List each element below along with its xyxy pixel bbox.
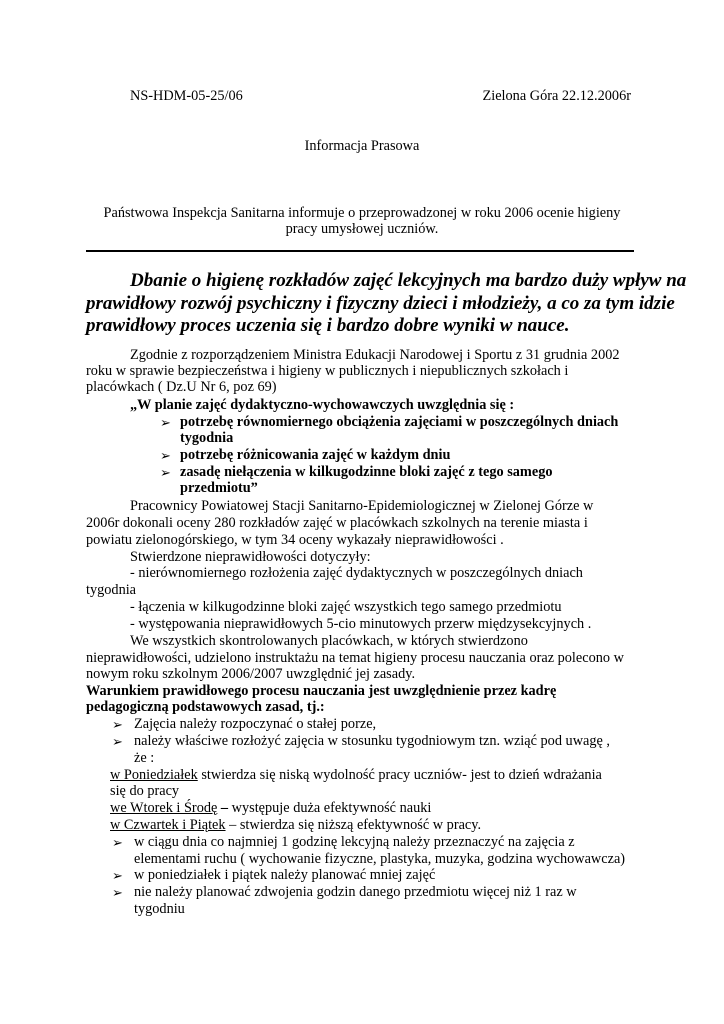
- arrow-bullet-icon: ➢: [160, 415, 171, 430]
- separator-line: [86, 250, 634, 252]
- regulation-bullet: potrzebę równomiernego obciążenia zajęciami w poszczególnych dniach: [180, 414, 619, 430]
- body-line: Stwierdzone nieprawidłowości dotyczyły:: [130, 549, 371, 565]
- weekday-note: się do pracy: [110, 783, 180, 799]
- weekday-text: stwierdza się niską wydolność pracy uczniów- jest to dzień wdrażania: [197, 767, 602, 783]
- weekday-dash: –: [217, 800, 229, 816]
- principle-item: w ciągu dnia co najmniej 1 godzinę lekcyjną należy przeznaczyć na zajęcia z: [134, 834, 575, 850]
- principle-item: nie należy planować zdwojenia godzin danego przedmiotu więcej niż 1 raz w: [134, 884, 577, 900]
- arrow-bullet-icon: ➢: [112, 734, 123, 749]
- arrow-bullet-icon: ➢: [160, 448, 171, 463]
- document-reference: NS-HDM-05-25/06: [130, 88, 243, 104]
- regulation-bullet: potrzebę różnicowania zajęć w każdym dniu: [180, 447, 451, 463]
- principle-item: tygodniu: [134, 901, 185, 917]
- principles-heading: Warunkiem prawidłowego procesu nauczania jest uwzględnienie przez kadrę: [86, 683, 557, 699]
- principle-item: elementami ruchu ( wychowanie fizyczne, plastyka, muzyka, godzina wychowawcza): [134, 851, 626, 867]
- weekday-text: występuje duża efektywność nauki: [228, 800, 432, 816]
- quote-intro: „W planie zajęć dydaktyczno-wychowawczych uwzględnia się :: [130, 397, 515, 413]
- lead-line: Dbanie o higienę rozkładów zajęć lekcyjnych ma bardzo duży wpływ na: [130, 270, 687, 291]
- regulation-bullet: zasadę niełączenia w kilkugodzinne bloki zajęć z tego samego: [180, 464, 553, 480]
- body-line: 2006r dokonali oceny 280 rozkładów zajęć w placówkach szkolnych na terenie miasta i: [86, 515, 588, 531]
- principle-item: Zajęcia należy rozpoczynać o stałej porze,: [134, 716, 377, 732]
- body-line: We wszystkich skontrolowanych placówkach, w których stwierdzono: [130, 633, 528, 649]
- weekday-note: [110, 767, 602, 784]
- lead-line: prawidłowy rozwój psychiczny i fizyczny dzieci i młodzieży, a co za tym idzie: [86, 292, 675, 314]
- body-line: - łączenia w kilkugodzinne bloki zajęć wszystkich tego samego przedmiotu: [130, 599, 562, 615]
- body-line: Zgodnie z rozporządzeniem Ministra Edukacji Narodowej i Sportu z 31 grudnia 2002: [130, 347, 620, 363]
- arrow-bullet-icon: ➢: [160, 465, 171, 480]
- arrow-bullet-icon: ➢: [112, 717, 123, 732]
- lead-paragraph: [86, 270, 687, 338]
- body-line: Pracownicy Powiatowej Stacji Sanitarno-Epidemiologicznej w Zielonej Górze w: [130, 498, 594, 514]
- regulation-bullet: tygodnia: [180, 430, 234, 446]
- body-line: tygodnia: [86, 582, 137, 598]
- intro-line: Państwowa Inspekcja Sanitarna informuje o przeprowadzonej w roku 2006 ocenie higieny: [103, 205, 621, 221]
- place-and-date: Zielona Góra 22.12.2006r: [482, 88, 631, 104]
- arrow-bullet-icon: ➢: [112, 868, 123, 883]
- weekday-label: we Wtorek i Środę: [110, 800, 218, 816]
- body-line: - nierównomiernego rozłożenia zajęć dydaktycznych w poszczególnych dniach: [130, 565, 583, 581]
- principle-item: że :: [134, 750, 155, 766]
- body-line: nowym roku szkolnym 2006/2007 uwzględnić jej zasady.: [86, 666, 416, 682]
- body-line: roku w sprawie bezpieczeństwa i higieny w publicznych i niepublicznych szkołach i: [86, 363, 569, 379]
- lead-line: prawidłowy proces uczenia się i bardzo dobre wyniki w nauce.: [86, 315, 570, 336]
- weekday-note: [110, 800, 431, 817]
- page-title: Informacja Prasowa: [304, 138, 420, 154]
- weekday-note: [110, 817, 481, 834]
- body-line: nieprawidłowości, udzielono instruktażu na temat higieny procesu nauczania oraz polecono w: [86, 650, 624, 666]
- body-line: - występowania nieprawidłowych 5-cio minutowych przerw międzysekcyjnych .: [130, 616, 592, 632]
- principle-item: należy właściwe rozłożyć zajęcia w stosunku tygodniowym tzn. wziąć pod uwagę ,: [134, 733, 611, 749]
- principles-heading: pedagogiczną podstawowych zasad, tj.:: [86, 699, 325, 715]
- weekday-label: w Poniedziałek: [110, 767, 198, 783]
- weekday-text: – stwierdza się niższą efektywność w pracy.: [225, 817, 482, 833]
- arrow-bullet-icon: ➢: [112, 835, 123, 850]
- arrow-bullet-icon: ➢: [112, 885, 123, 900]
- principle-item: w poniedziałek i piątek należy planować mniej zajęć: [134, 867, 436, 883]
- body-line: placówkach ( Dz.U Nr 6, poz 69): [86, 379, 277, 395]
- intro-line: pracy umysłowej uczniów.: [285, 221, 439, 237]
- regulation-bullet: przedmiotu”: [180, 480, 258, 496]
- body-line: powiatu zielonogórskiego, w tym 34 oceny wykazały nieprawidłowości .: [86, 532, 504, 548]
- weekday-label: w Czwartek i Piątek: [110, 817, 226, 833]
